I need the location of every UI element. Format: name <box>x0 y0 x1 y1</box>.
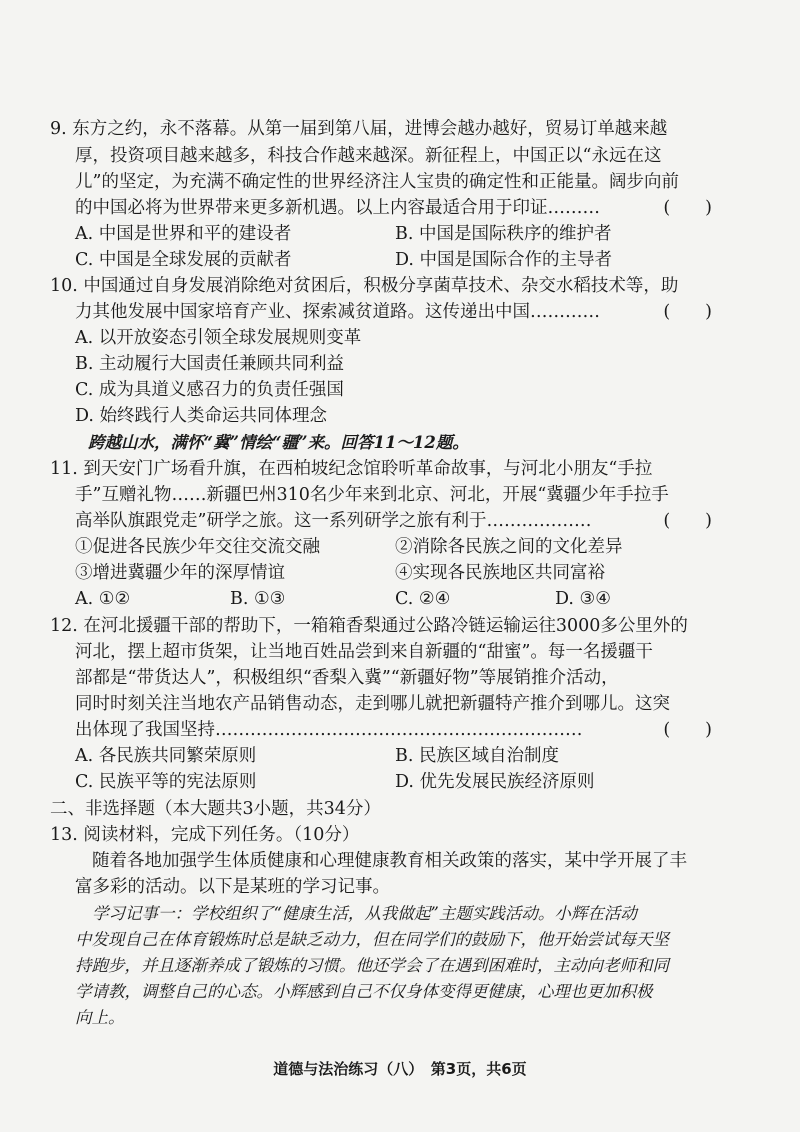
q13-para-line1: 随着各地加强学生体质健康和心理健康教育相关政策的落实，某中学开展了丰 <box>92 851 687 871</box>
q12-line4: 同时时刻关注当地农产品销售动态，走到哪儿就把新疆特产推介到哪儿。这突 <box>75 694 670 714</box>
q11-statement-4: ④实现各民族地区共同富裕 <box>395 563 605 583</box>
group-intro: 跨越山水，满怀“冀”情绘“疆”来。回答11～12题。 <box>88 433 469 452</box>
q11-option-d: D. ③④ <box>555 589 611 609</box>
q10-line1: 10. 中国通过自身发展消除绝对贫困后，积极分享菌草技术、杂交水稻技术等，助 <box>50 276 679 296</box>
q11-option-a: A. ①② <box>75 589 131 609</box>
q12-option-d: D. 优先发展民族经济原则 <box>395 772 595 792</box>
q11-statement-1: ①促进各民族少年交往交流交融 <box>75 537 320 557</box>
q9-option-c: C. 中国是全球发展的贡献者 <box>75 250 292 270</box>
q13-material-line4: 学请教，调整自己的心态。小辉感到自己不仅身体变得更健康，心理也更加积极 <box>75 982 653 1001</box>
q12-option-b: B. 民族区域自治制度 <box>395 746 559 766</box>
q9-option-a: A. 中国是世界和平的建设者 <box>75 224 292 244</box>
q11-statement-3: ③增进冀疆少年的深厚情谊 <box>75 563 285 583</box>
q11-option-b: B. ①③ <box>230 589 286 609</box>
q9-answer-paren: ( ) <box>663 198 712 218</box>
page-footer: 道德与法治练习（八） 第3页，共6页 <box>273 1060 527 1078</box>
q12-line5: 出体现了我国坚持……………………………………………………… <box>75 720 583 740</box>
q9-line2: 厚，投资项目越来越多，科技合作越来越深。新征程上，中国正以“永远在这 <box>75 146 662 166</box>
q13-material-line5: 向上。 <box>75 1008 125 1027</box>
q9-line4: 的中国必将为世界带来更多新机遇。以上内容最适合用于印证……… <box>75 198 600 218</box>
section-heading: 二、非选择题（本大题共3小题，共34分） <box>50 799 381 819</box>
q9-line3: 儿”的坚定，为充满不确定性的世界经济注人宝贵的确定性和正能量。阔步向前 <box>75 172 679 192</box>
q10-option-d: D. 始终践行人类命运共同体理念 <box>75 406 328 426</box>
q12-line1: 12. 在河北援疆干部的帮助下，一箱箱香梨通过公路冷链运输运往3000多公里外的 <box>50 616 688 636</box>
q11-statement-2: ②消除各民族之间的文化差异 <box>395 537 623 557</box>
q12-option-c: C. 民族平等的宪法原则 <box>75 772 257 792</box>
q11-line2: 手”互赠礼物……新疆巴州310名少年来到北京、河北，开展“冀疆少年手拉手 <box>75 485 669 505</box>
q9-line1: 9. 东方之约，永不落幕。从第一届到第八届，进博会越办越好，贸易订单越来越 <box>50 119 668 139</box>
q11-answer-paren: ( ) <box>663 511 712 531</box>
q9-option-d: D. 中国是国际合作的主导者 <box>395 250 613 270</box>
q10-option-a: A. 以开放姿态引领全球发展规则变革 <box>75 328 362 348</box>
q13-material-line2: 中发现自己在体育锻炼时总是缺乏动力，但在同学们的鼓励下，他开始尝试每天坚 <box>75 930 669 949</box>
q12-option-a: A. 各民族共同繁荣原则 <box>75 746 257 766</box>
q12-answer-paren: ( ) <box>663 720 712 740</box>
q11-line3: 高举队旗跟党走”研学之旅。这一系列研学之旅有利于……………… <box>75 511 592 531</box>
q13-title: 13. 阅读材料，完成下列任务。（10分） <box>50 825 360 845</box>
q10-answer-paren: ( ) <box>663 302 712 322</box>
q11-option-c: C. ②④ <box>395 589 451 609</box>
q13-para-line2: 富多彩的活动。以下是某班的学习记事。 <box>75 877 390 897</box>
q12-line3: 部都是“带货达人”，积极组织“香梨入冀”“新疆好物”等展销推介活动， <box>75 668 619 688</box>
q11-line1: 11. 到天安门广场看升旗，在西柏坡纪念馆聆听革命故事，与河北小朋友“手拉 <box>50 459 653 479</box>
q13-material-line1: 学习记事一：学校组织了“健康生活，从我做起”主题实践活动。小辉在活动 <box>92 904 637 923</box>
q10-option-b: B. 主动履行大国责任兼顾共同利益 <box>75 354 344 374</box>
q13-material-line3: 持跑步，并且逐渐养成了锻炼的习惯。他还学会了在遇到困难时，主动向老师和同 <box>75 956 669 975</box>
q12-line2: 河北，摆上超市货架，让当地百姓品尝到来自新疆的“甜蜜”。每一名援疆干 <box>75 642 653 662</box>
q9-option-b: B. 中国是国际秩序的维护者 <box>395 224 612 244</box>
q10-option-c: C. 成为具道义感召力的负责任强国 <box>75 380 344 400</box>
q10-line2: 力其他发展中国家培育产业、探索减贫道路。这传递出中国………… <box>75 302 600 322</box>
